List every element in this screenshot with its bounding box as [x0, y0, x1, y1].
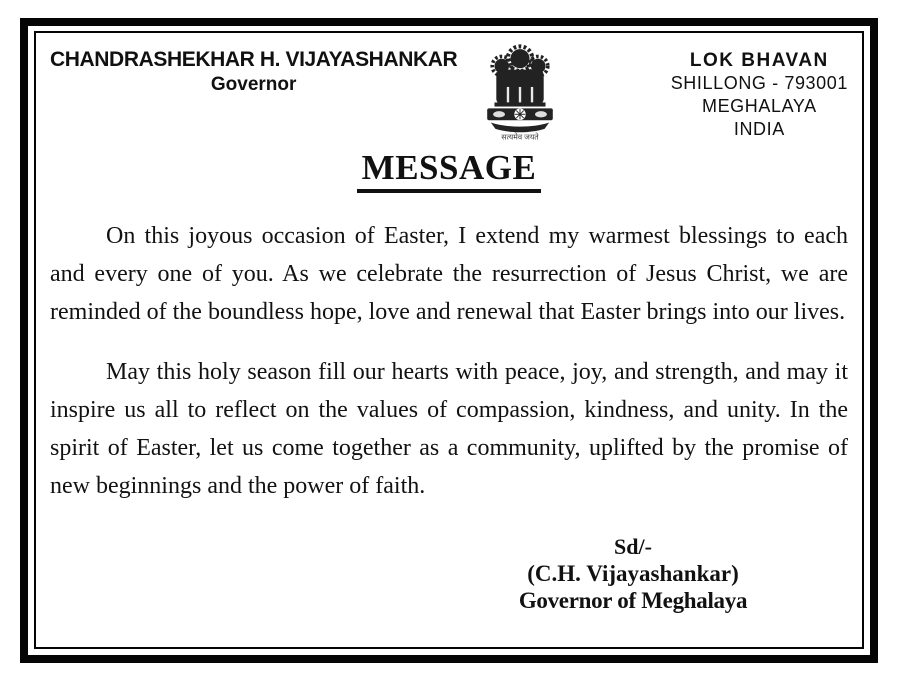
- letterhead: [50, 40, 848, 146]
- sender-name: CHANDRASHEKHAR H. VIJAYASHANKAR: [50, 48, 458, 71]
- signature-block: [508, 533, 758, 614]
- signature-signed: Sd/-: [614, 534, 652, 559]
- address-line: MEGHALAYA: [701, 96, 817, 116]
- lotus-base: [491, 122, 549, 132]
- ashoka-chakra-icon: [515, 109, 526, 120]
- signature-designation: Governor of Meghalaya: [518, 588, 748, 613]
- message-paragraph: On this joyous occasion of Easter, I extend my warmest blessings to each and every one of you. As we celebrate the resurrection of Jesus Christ, we are reminded of the boundless hope, love and renewal that Easter brings into our lives.: [50, 223, 848, 325]
- address-line: INDIA: [733, 119, 785, 139]
- sender-block: [50, 40, 457, 97]
- page-title: MESSAGE: [357, 148, 542, 193]
- state-emblem-of-india-icon: [479, 42, 561, 141]
- message-paragraph: May this holy season fill our hearts with peace, joy, and strength, and may it inspire us all to reflect on the values of compassion, kindness, and unity. In the spirit of Easter, let us come together as a community, uplifted by the promise of new beginnings and the power of faith.: [50, 359, 848, 499]
- message-body: [50, 217, 848, 505]
- address-block: [671, 40, 848, 141]
- address-line: SHILLONG - 793001: [670, 73, 848, 93]
- title-row: [50, 148, 848, 193]
- address-line: LOK BHAVAN: [689, 50, 829, 71]
- emblem-motto: सत्यमेव जयते: [501, 132, 540, 141]
- sender-designation: Governor: [210, 74, 297, 95]
- document-content: [36, 33, 862, 647]
- paw-ledge: [495, 102, 546, 106]
- signature-name: (C.H. Vijayashankar): [527, 561, 739, 586]
- emblem-container: [479, 42, 561, 146]
